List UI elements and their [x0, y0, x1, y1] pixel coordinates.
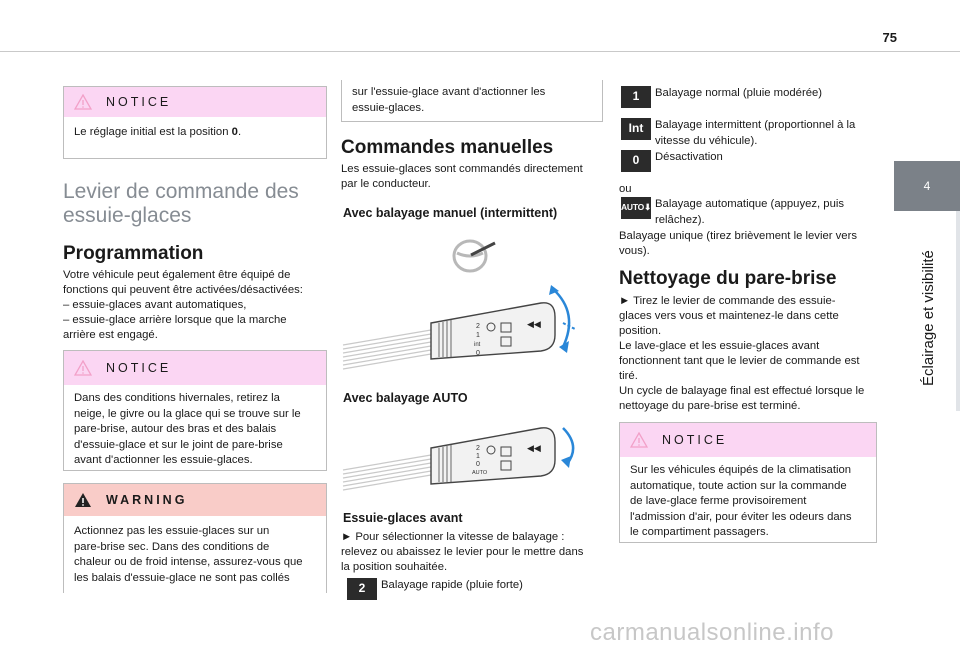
notice-line: de lave-glace ferme provisoirement — [630, 495, 807, 507]
front-wipers-heading: Essuie-glaces avant — [343, 511, 463, 525]
single-sweep-line-2: vous). — [619, 245, 650, 257]
clean-line-4: Le lave-glace et les essuie-glaces avant — [619, 340, 820, 352]
notice-line: sur l'essuie-glace avant d'actionner les — [352, 86, 546, 98]
speed-fast-row — [347, 578, 523, 600]
notice-header — [64, 351, 326, 385]
lever-pos-0: 0 — [476, 461, 480, 468]
manual-line-2: par le conducteur. — [341, 178, 431, 190]
clean-line-6: tiré. — [619, 370, 638, 382]
speed-int-text-1: Balayage intermittent (proportionnel à la — [655, 119, 856, 131]
speed-normal-row — [621, 86, 822, 108]
warning-line: Actionnez pas les essuie-glaces sur un — [74, 525, 270, 537]
clean-line-1: ► Tirez le levier de commande des essuie- — [619, 295, 836, 307]
warning-label: WARNING — [106, 493, 188, 507]
clean-line-3: position. — [619, 325, 662, 337]
speed-off-row — [621, 150, 723, 172]
notice-line: essuie-glaces. — [352, 101, 425, 114]
speed-fast-text: Balayage rapide (pluie forte) — [381, 579, 523, 591]
notice-line: pare-brise, autour des bras et des balais — [74, 423, 277, 435]
watermark: carmanualsonline.info — [590, 619, 834, 646]
speed-int-text-2: vitesse du véhicule). — [655, 134, 758, 147]
front-line-2: relevez ou abaissez le levier pour le mettre dans — [341, 546, 584, 558]
speed-1-icon: 1 — [621, 86, 651, 108]
prog-line-3: – essuie-glaces avant automatiques, — [63, 299, 247, 311]
notice-header — [620, 423, 876, 457]
warning-line: les balais d'essuie-glace ne sont pas collés — [74, 571, 290, 584]
warning-line: chaleur ou de froid intense, assurez-vous que — [74, 556, 303, 568]
speed-2-icon: 2 — [347, 578, 377, 600]
auto-text-1: Balayage automatique (appuyez, puis — [655, 198, 845, 210]
notice-text — [620, 457, 876, 549]
lever-pos-0: 0 — [476, 350, 480, 357]
prog-line-5: arrière est engagé. — [63, 329, 158, 341]
notice-text — [64, 117, 326, 149]
front-line-1: ► Pour sélectionner la vitesse de balayage : — [341, 531, 565, 543]
washer-symbol-manual: ◀◀ — [527, 319, 541, 329]
section-title-line1: Levier de commande des — [63, 180, 299, 203]
warning-line: pare-brise sec. Dans des conditions de — [74, 540, 270, 553]
notice-line: avant d'actionner les essuie-glaces. — [74, 454, 253, 466]
warning-header — [64, 484, 326, 516]
front-line-3: la position souhaitée. — [341, 561, 448, 573]
notice-line: d'essuie-glace et sur le joint de pare-brise — [74, 438, 283, 451]
danger-triangle-icon — [74, 492, 92, 508]
programmation-title: Programmation — [63, 243, 204, 264]
wiper-lever-manual-diagram — [341, 283, 581, 375]
warning-box — [63, 483, 327, 593]
lever-pos-int: int — [474, 342, 481, 348]
auto-sweep-heading: Avec balayage AUTO — [343, 391, 468, 405]
warning-triangle-icon — [630, 432, 648, 448]
notice-text-start: Le réglage initial est la position — [74, 126, 232, 138]
warning-triangle-icon — [74, 94, 92, 110]
warning-triangle-icon — [74, 360, 92, 376]
notice-continuation-box — [341, 80, 603, 122]
notice-box-winter — [63, 350, 327, 471]
manual-sweep-heading: Avec balayage manuel (intermittent) — [343, 206, 558, 220]
clean-line-7: Un cycle de balayage final est effectué lorsque le — [619, 385, 865, 397]
clean-line-5: fonctionnent tant que le levier de commande est — [619, 355, 860, 367]
speed-auto-row — [621, 197, 844, 228]
prog-line-4: – essuie-glace arrière lorsque que la marche — [63, 314, 287, 326]
notice-line: Dans des conditions hivernales, retirez la — [74, 392, 280, 404]
washer-symbol-auto: ◀◀ — [527, 443, 541, 453]
notice-continuation-text — [342, 80, 602, 124]
auto-text-2: relâchez). — [655, 213, 705, 226]
section-title-line2: essuie-glaces — [63, 204, 192, 227]
notice-text-bold: 0 — [231, 126, 238, 138]
notice-line: l'admission d'air, pour éviter les odeurs dans — [630, 510, 852, 523]
notice-header — [64, 87, 326, 117]
notice-box-initial — [63, 86, 327, 159]
clean-line-8: nettoyage du pare-brise est terminé. — [619, 400, 801, 412]
prog-line-2: fonctions qui peuvent être activées/désactivées: — [63, 284, 303, 296]
notice-box-climate — [619, 422, 877, 543]
notice-label: NOTICE — [662, 433, 728, 447]
single-sweep-line-1: Balayage unique (tirez brièvement le levier vers — [619, 230, 857, 242]
prog-line-1: Votre véhicule peut également être équipé de — [63, 269, 291, 281]
windscreen-cleaning-title: Nettoyage du pare-brise — [619, 268, 837, 289]
chapter-strip — [956, 211, 960, 411]
speed-off-text: Désactivation — [655, 151, 723, 163]
lever-pos-2: 2 — [476, 445, 480, 452]
header-rule — [0, 51, 960, 52]
speed-int-row — [621, 118, 855, 149]
notice-label: NOTICE — [106, 95, 172, 109]
notice-line: neige, le givre ou la glace qui se trouve sur le — [74, 407, 301, 420]
lever-pos-1: 1 — [476, 332, 480, 339]
speed-int-icon: Int — [621, 118, 651, 140]
wiper-lever-auto-diagram — [341, 422, 581, 498]
notice-line: le compartiment passagers. — [630, 526, 769, 538]
manual-controls-title: Commandes manuelles — [341, 137, 554, 158]
notice-text-end: . — [237, 126, 242, 138]
chapter-title — [920, 216, 940, 386]
lever-pos-auto: AUTO — [472, 470, 488, 476]
page-number: 75 — [882, 30, 897, 45]
chapter-title-text: Éclairage et visibilité — [920, 250, 937, 386]
notice-line: automatique, toute action sur la commande — [630, 479, 847, 492]
speed-normal-text: Balayage normal (pluie modérée) — [655, 87, 823, 99]
notice-line: Sur les véhicules équipés de la climatisation — [630, 464, 852, 476]
notice-text — [64, 385, 326, 477]
lever-pos-2: 2 — [476, 323, 480, 330]
steering-wheel-icon — [451, 237, 497, 273]
auto-wipe-icon: AUTO⬇ — [621, 197, 651, 219]
or-text: ou — [619, 183, 632, 195]
warning-text — [64, 516, 326, 594]
manual-line-1: Les essuie-glaces sont commandés directement — [341, 163, 583, 175]
lever-pos-1: 1 — [476, 453, 480, 460]
speed-0-icon: 0 — [621, 150, 651, 172]
chapter-tab[interactable]: 4 — [894, 161, 960, 211]
notice-label: NOTICE — [106, 361, 172, 375]
clean-line-2: glaces vers vous et maintenez-le dans cette — [619, 310, 839, 322]
